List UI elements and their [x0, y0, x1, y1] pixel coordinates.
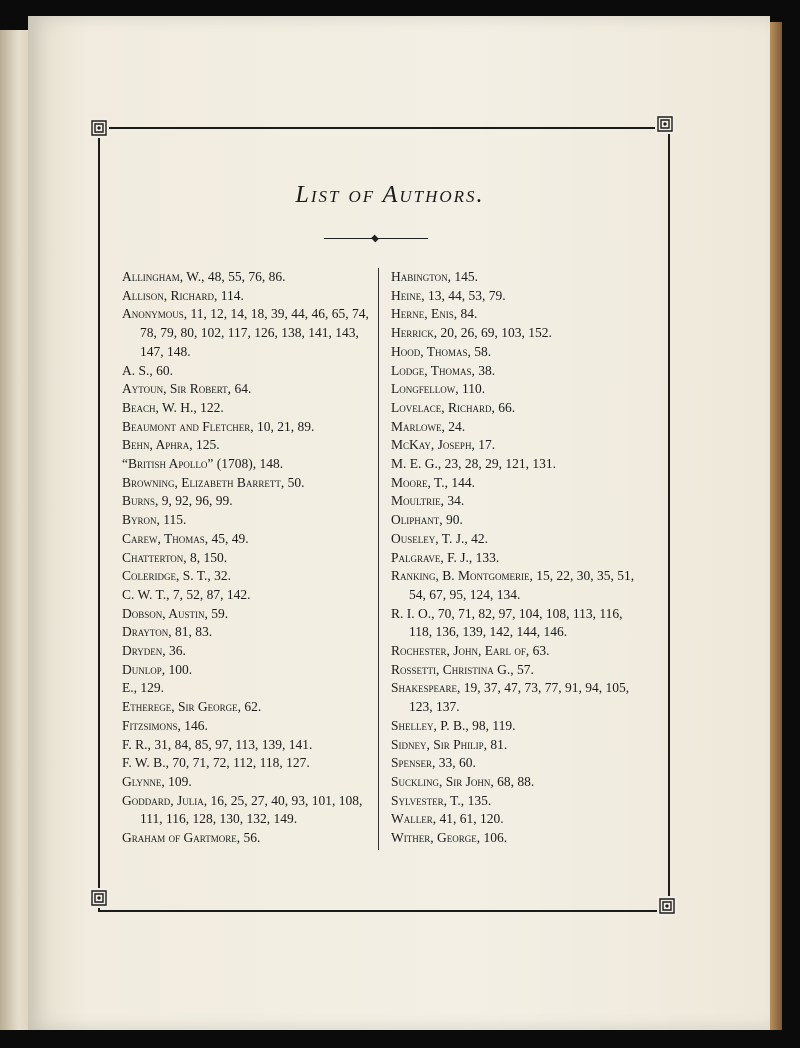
- page-numbers: 32.: [214, 568, 232, 584]
- author-name: Herrick,: [391, 325, 438, 341]
- page-numbers: 19, 37, 47, 73, 77, 91, 94, 105, 123, 137.: [409, 680, 630, 715]
- author-name: Palgrave, F. J.,: [391, 549, 473, 565]
- author-name: Anonymous,: [122, 306, 188, 322]
- author-name: Oliphant,: [391, 512, 443, 528]
- author-entry: [122, 586, 372, 605]
- author-entry: [391, 362, 641, 381]
- page-numbers: 145.: [454, 269, 478, 284]
- page-numbers: 24.: [448, 418, 466, 434]
- author-name: Beaumont and Fletcher,: [122, 418, 254, 434]
- author-entry: [391, 605, 641, 642]
- author-name: Shakespeare,: [391, 680, 461, 696]
- page-numbers: 31, 84, 85, 97, 113, 139, 141.: [154, 736, 313, 752]
- page-numbers: 98, 119.: [472, 717, 516, 733]
- authors-right-column: [391, 268, 641, 848]
- page-numbers: 66.: [498, 399, 516, 415]
- author-entry: [391, 773, 641, 792]
- page-numbers: 50.: [287, 474, 305, 490]
- author-name: Herne, Enis,: [391, 306, 458, 322]
- author-entry: [122, 530, 372, 549]
- page-numbers: 70, 71, 82, 97, 104, 108, 113, 116, 118, 136, 139, 142, 144, 146.: [409, 605, 623, 640]
- author-name: Rochester, John, Earl of,: [391, 643, 530, 659]
- author-entry: [122, 642, 372, 661]
- page-numbers: 81, 83.: [175, 624, 213, 640]
- author-entry: [391, 530, 641, 549]
- author-entry: [122, 287, 372, 306]
- author-entry: [122, 418, 372, 437]
- author-entry: [122, 362, 372, 381]
- page-numbers: 41, 61, 120.: [439, 811, 504, 827]
- page-numbers: 81.: [490, 736, 508, 752]
- page-numbers: 9, 92, 96, 99.: [161, 493, 233, 509]
- corner-ornament-icon: [655, 114, 675, 134]
- author-name: Allingham, W.,: [122, 269, 205, 284]
- author-entry: [391, 792, 641, 811]
- author-name: Hood, Thomas,: [391, 343, 471, 359]
- author-name: F. W. B.,: [122, 755, 169, 771]
- page-numbers: 133.: [475, 549, 500, 565]
- page-numbers: 148.: [259, 456, 284, 472]
- author-name: Browning, Elizabeth Barrett,: [122, 474, 285, 490]
- author-name: M. E. G.,: [391, 456, 442, 472]
- author-entry: [122, 305, 372, 361]
- author-name: Etherege, Sir George,: [122, 699, 241, 715]
- page-numbers: 15, 22, 30, 35, 51, 54, 67, 95, 124, 134.: [409, 568, 635, 602]
- author-name: Ranking, B. Montgomerie,: [391, 568, 533, 584]
- page-numbers: 57.: [517, 661, 534, 677]
- author-name: Dryden,: [122, 643, 166, 659]
- author-entry: [391, 567, 641, 604]
- author-entry: [122, 829, 372, 848]
- author-name: R. I. O.,: [391, 605, 435, 621]
- page-numbers: 59.: [211, 605, 229, 621]
- page-numbers: 114.: [220, 287, 244, 303]
- page-numbers: 23, 28, 29, 121, 131.: [444, 456, 556, 472]
- author-entry: [122, 436, 372, 455]
- author-entry: [391, 549, 641, 568]
- author-entry: [122, 511, 372, 530]
- author-name: Spenser,: [391, 755, 436, 771]
- author-name: Lodge, Thomas,: [391, 362, 475, 378]
- author-name: Suckling, Sir John,: [391, 773, 494, 789]
- author-entry: [391, 287, 641, 306]
- author-entry: [391, 754, 641, 773]
- author-name: Lovelace, Richard,: [391, 399, 495, 415]
- author-entry: [391, 717, 641, 736]
- author-entry: [391, 343, 641, 362]
- author-name: Longfellow,: [391, 381, 459, 397]
- author-entry: [122, 717, 372, 736]
- author-entry: [391, 829, 641, 848]
- page-numbers: 144.: [451, 474, 476, 490]
- author-name: Fitzsimons,: [122, 717, 181, 733]
- page-numbers: 33, 60.: [438, 755, 476, 771]
- author-entry: [122, 661, 372, 680]
- author-name: Glynne,: [122, 773, 165, 789]
- author-entry: [122, 474, 372, 493]
- page-numbers: 7, 52, 87, 142.: [172, 586, 251, 602]
- author-entry: [391, 399, 641, 418]
- page-numbers: 129.: [140, 680, 164, 696]
- corner-ornament-icon: [89, 118, 109, 138]
- author-entry: [122, 623, 372, 642]
- author-entry: [391, 736, 641, 755]
- author-entry: [391, 455, 641, 474]
- author-name: A. S.,: [122, 362, 153, 378]
- page-numbers: 8, 150.: [190, 549, 228, 565]
- page-title: List of Authors.: [295, 182, 485, 208]
- page-numbers: 135.: [467, 792, 492, 808]
- page-numbers: 38.: [478, 362, 496, 378]
- page-numbers: 106.: [483, 830, 508, 846]
- author-entry: [122, 455, 372, 474]
- page-numbers: 36.: [169, 643, 186, 659]
- page-numbers: 109.: [168, 773, 192, 789]
- page-numbers: 63.: [532, 643, 550, 659]
- page-numbers: 90.: [446, 512, 463, 528]
- author-entry: [122, 399, 372, 418]
- author-entry: [391, 642, 641, 661]
- page-numbers: 10, 21, 89.: [257, 418, 315, 434]
- author-entry: [391, 418, 641, 437]
- page-numbers: 42.: [471, 530, 489, 546]
- author-entry: [122, 605, 372, 624]
- author-name: Carew, Thomas,: [122, 530, 209, 546]
- page-numbers: 62.: [244, 699, 262, 715]
- author-name: C. W. T.,: [122, 586, 170, 602]
- author-name: Sidney, Sir Philip,: [391, 736, 488, 752]
- author-entry: [122, 567, 372, 586]
- corner-ornament-icon: [89, 888, 109, 908]
- page-numbers: 84.: [460, 306, 478, 322]
- author-name: Marlowe,: [391, 418, 445, 434]
- author-name: E.,: [122, 680, 137, 696]
- corner-ornament-icon: [657, 896, 677, 916]
- page-numbers: 56.: [243, 830, 261, 846]
- author-entry: [122, 380, 372, 399]
- author-name: McKay, Joseph,: [391, 437, 475, 453]
- author-name: Burns,: [122, 493, 159, 509]
- author-name: Dunlop,: [122, 661, 166, 677]
- page-numbers: 100.: [168, 661, 193, 677]
- author-name: Aytoun, Sir Robert,: [122, 381, 232, 397]
- author-entry: [122, 754, 372, 773]
- page-numbers: 20, 26, 69, 103, 152.: [440, 325, 552, 341]
- author-entry: [391, 474, 641, 493]
- author-entry: [122, 736, 372, 755]
- page-numbers: 48, 55, 76, 86.: [207, 269, 286, 284]
- author-name: Allison, Richard,: [122, 287, 218, 303]
- author-entry: [122, 679, 372, 698]
- author-entry: [391, 268, 641, 287]
- column-divider: [378, 268, 379, 850]
- author-name: Sylvester, T.,: [391, 792, 465, 808]
- author-entry: [391, 305, 641, 324]
- page-numbers: 45, 49.: [211, 530, 249, 546]
- page-numbers: 58.: [474, 343, 492, 359]
- author-name: Graham of Gartmore,: [122, 830, 241, 846]
- author-name: Habington,: [391, 269, 451, 284]
- author-entry: [122, 549, 372, 568]
- page-numbers: 68, 88.: [497, 773, 535, 789]
- author-entry: [391, 436, 641, 455]
- page-numbers: 34.: [447, 493, 465, 509]
- page-numbers: 60.: [156, 362, 174, 378]
- author-name: Chatterton,: [122, 549, 187, 565]
- author-entry: [122, 492, 372, 511]
- author-name: Rossetti, Christina G.,: [391, 661, 514, 677]
- author-entry: [391, 511, 641, 530]
- author-name: “British Apollo” (1708),: [122, 456, 257, 472]
- author-name: Wither, George,: [391, 830, 481, 846]
- author-name: Goddard, Julia,: [122, 792, 208, 808]
- page-numbers: 11, 12, 14, 18, 39, 44, 46, 65, 74, 78, 79, 80, 102, 117, 126, 138, 141, 143, 147, 148.: [140, 306, 369, 359]
- page-numbers: 17.: [478, 437, 496, 453]
- page-numbers: 122.: [200, 399, 224, 415]
- page-numbers: 13, 44, 53, 79.: [428, 287, 506, 303]
- author-name: F. R.,: [122, 736, 151, 752]
- author-entry: [391, 380, 641, 399]
- author-name: Coleridge, S. T.,: [122, 568, 211, 584]
- author-name: Moore, T.,: [391, 474, 449, 490]
- author-entry: [122, 268, 372, 287]
- author-name: Beach, W. H.,: [122, 399, 197, 415]
- page-numbers: 115.: [163, 512, 187, 528]
- page-numbers: 70, 71, 72, 112, 118, 127.: [172, 755, 310, 771]
- author-entry: [391, 661, 641, 680]
- author-name: Byron,: [122, 512, 160, 528]
- author-entry: [391, 324, 641, 343]
- author-name: Behn, Aphra,: [122, 437, 193, 453]
- page-numbers: 64.: [234, 381, 252, 397]
- authors-left-column: [122, 268, 372, 848]
- author-name: Drayton,: [122, 624, 172, 640]
- page-numbers: 125.: [196, 437, 220, 453]
- page-numbers: 110.: [462, 381, 486, 397]
- author-entry: [122, 792, 372, 829]
- page-numbers: 146.: [184, 717, 208, 733]
- author-entry: [391, 492, 641, 511]
- author-name: Ouseley, T. J.,: [391, 530, 468, 546]
- author-entry: [122, 773, 372, 792]
- author-entry: [391, 810, 641, 829]
- author-name: Waller,: [391, 811, 437, 827]
- author-entry: [122, 698, 372, 717]
- author-name: Dobson, Austin,: [122, 605, 208, 621]
- author-name: Moultrie,: [391, 493, 445, 509]
- author-name: Shelley, P. B.,: [391, 717, 469, 733]
- author-entry: [391, 679, 641, 716]
- page-numbers: 16, 25, 27, 40, 93, 101, 108, 111, 116, 128, 130, 132, 149.: [140, 792, 363, 827]
- author-name: Heine,: [391, 287, 425, 303]
